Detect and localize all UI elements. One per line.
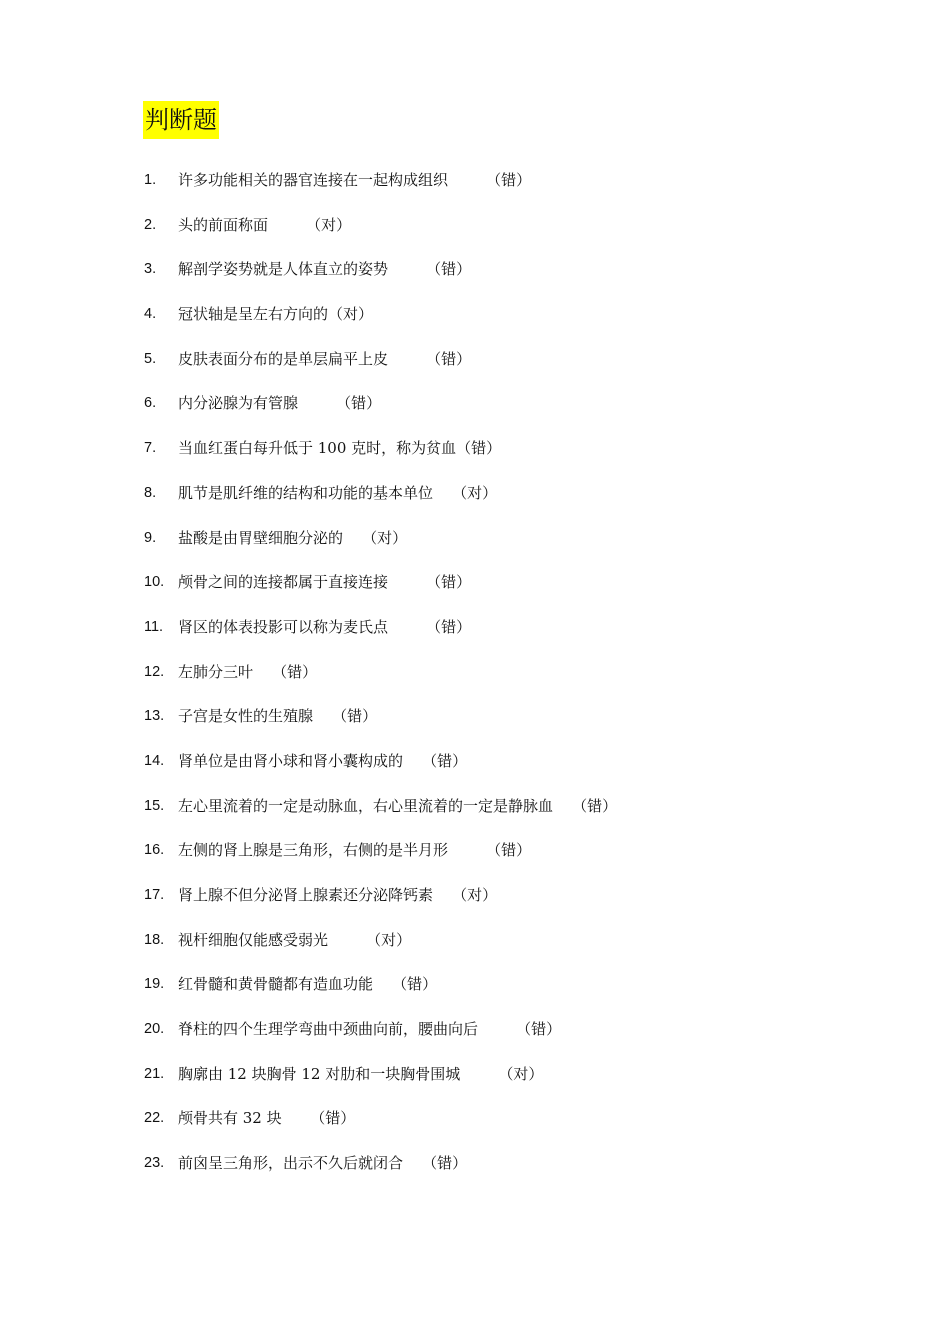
list-item — [0, 654, 950, 699]
list-item — [0, 162, 950, 207]
item-number: 2. — [144, 216, 157, 233]
list-item — [0, 1011, 950, 1056]
item-text: 颅骨之间的连接都属于直接连接 （错） — [178, 573, 472, 592]
list-item — [0, 430, 950, 475]
item-text: 视杆细胞仅能感受弱光 （对） — [178, 930, 412, 949]
item-text: 左肺分三叶 （错） — [178, 662, 318, 681]
list-item — [0, 966, 950, 1011]
list-item — [0, 341, 950, 386]
item-text: 左心里流着的一定是动脉血，右心里流着的一定是静脉血 （错） — [178, 796, 618, 815]
item-text: 头的前面称面 （对） — [178, 215, 352, 234]
list-item — [0, 207, 950, 252]
item-number: 16. — [144, 842, 165, 859]
item-text: 许多功能相关的器官连接在一起构成组织 （错） — [178, 171, 532, 189]
item-text: 肌节是肌纤维的结构和功能的基本单位 （对） — [178, 483, 498, 502]
item-number: 18. — [144, 931, 165, 948]
item-number: 8. — [144, 484, 157, 501]
item-text: 肾单位是由肾小球和肾小囊构成的 （错） — [178, 751, 468, 770]
list-item — [0, 743, 950, 788]
item-text: 脊柱的四个生理学弯曲中颈曲向前，腰曲向后 （错） — [178, 1020, 562, 1039]
item-number: 6. — [144, 395, 157, 412]
item-text: 肾区的体表投影可以称为麦氏点 （错） — [178, 617, 472, 636]
item-number: 4. — [144, 306, 157, 323]
question-list — [0, 162, 950, 1190]
list-item — [0, 564, 950, 609]
item-number: 19. — [144, 976, 165, 993]
item-text: 胸廓由 12 块胸骨 12 对肋和一块胸骨围城 （对） — [178, 1064, 544, 1083]
item-text: 颅骨共有 32 块 （错） — [178, 1109, 356, 1128]
item-number: 14. — [144, 752, 165, 769]
list-item — [0, 475, 950, 520]
item-number: 5. — [144, 350, 157, 367]
list-item — [0, 922, 950, 967]
item-number: 3. — [144, 261, 157, 278]
list-item — [0, 1145, 950, 1190]
item-text: 解剖学姿势就是人体直立的姿势 （错） — [178, 260, 472, 279]
page-title: 判断题 — [143, 101, 219, 139]
item-text: 左侧的肾上腺是三角形，右侧的是半月形 （错） — [178, 841, 532, 860]
item-number: 7. — [144, 440, 157, 457]
list-item — [0, 520, 950, 565]
item-text: 冠状轴是呈左右方向的（对） — [178, 305, 374, 324]
item-number: 21. — [144, 1065, 165, 1082]
item-number: 20. — [144, 1021, 165, 1038]
item-text: 前囟呈三角形，出示不久后就闭合 （错） — [178, 1154, 468, 1173]
list-item — [0, 1056, 950, 1101]
list-item — [0, 877, 950, 922]
list-item — [0, 788, 950, 833]
item-number: 11. — [144, 618, 164, 635]
item-number: 1. — [144, 172, 157, 188]
list-item — [0, 609, 950, 654]
item-number: 15. — [144, 797, 165, 814]
item-number: 9. — [144, 529, 157, 546]
list-item — [0, 698, 950, 743]
item-number: 23. — [144, 1155, 165, 1172]
item-number: 17. — [144, 887, 165, 903]
item-text: 内分泌腺为有管腺 （错） — [178, 394, 382, 413]
item-text: 当血红蛋白每升低于 100 克时，称为贫血（错） — [178, 439, 502, 458]
list-item — [0, 385, 950, 430]
item-text: 红骨髓和黄骨髓都有造血功能 （错） — [178, 975, 438, 994]
item-text: 盐酸是由胃壁细胞分泌的 （对） — [178, 528, 408, 547]
item-text: 皮肤表面分布的是单层扁平上皮 （错） — [178, 349, 472, 368]
item-number: 13. — [144, 708, 165, 725]
list-item — [0, 296, 950, 341]
list-item — [0, 832, 950, 877]
list-item — [0, 1100, 950, 1145]
list-item — [0, 251, 950, 296]
item-number: 22. — [144, 1110, 165, 1127]
item-number: 12. — [144, 663, 165, 680]
item-number: 10. — [144, 574, 165, 591]
item-text: 子宫是女性的生殖腺 （错） — [178, 707, 378, 726]
item-text: 肾上腺不但分泌肾上腺素还分泌降钙素 （对） — [178, 886, 498, 904]
